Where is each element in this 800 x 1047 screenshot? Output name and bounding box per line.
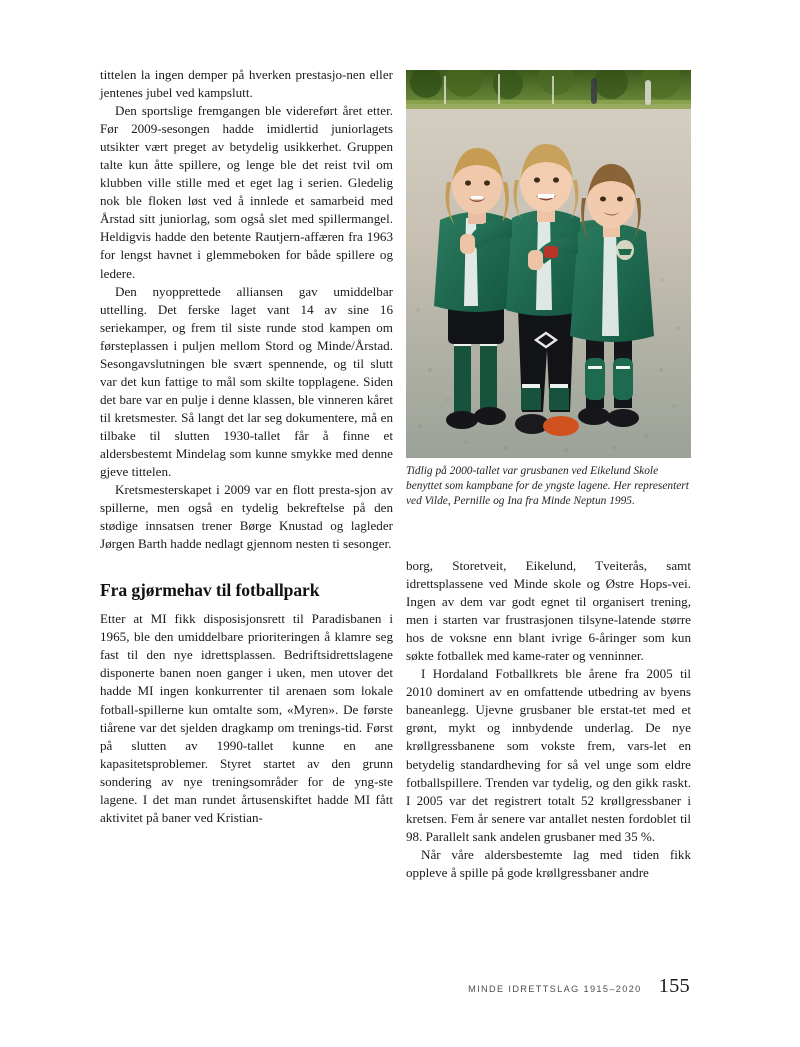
paragraph: borg, Storetveit, Eikelund, Tveiterås, samt idrettsplassene ved Minde skole og Østre Hops-vei. Ingen av dem var godt egnet til organisert trening, men i starten var frustrasjonen tilsyne-latende større hos de voksne enn blant ivrige 6-åringer som kun søkte fotballek med kame-rater og venninner. xyxy=(406,558,691,664)
footer-book-title: MINDE IDRETTSLAG 1915–2020 xyxy=(468,984,642,994)
photo-caption: Tidlig på 2000-tallet var grusbanen ved Eikelund Skole benyttet som kampbane for de yngste lagene. Her representert ved Vilde, Pernille og Ina fra Minde Neptun 1995. xyxy=(406,465,689,508)
left-text-column xyxy=(100,66,393,827)
photo-illustration xyxy=(406,70,691,458)
article-photo xyxy=(406,70,691,458)
paragraph: tittelen la ingen demper på hverken prestasjo-nen eller jentenes jubel ved kampslutt. xyxy=(100,67,393,101)
paragraph: Den sportslige fremgangen ble videreført året etter. Før 2009-sesongen hadde imidlertid juniorlagets utsikter vært preget av betydelig usikkerhet. Gruppen talte kun åtte spillere, og lenge ble det reist tvil om klubben ville stille med et eget lag i serien. Gledelig nok ble floken løst ved å innlede et samarbeid med Årstad sitt juniorlag, som også slet med spillermangel. Heldigvis hadde den betente Rautjern-affæren fra 1963 for lengst havnet i glemmeboken for både spillere og ledere. xyxy=(100,103,393,281)
spacer xyxy=(100,601,393,610)
spacer xyxy=(100,553,393,579)
footer-inner xyxy=(468,975,690,998)
photo-frame xyxy=(406,70,691,458)
page-footer xyxy=(0,958,800,998)
paragraph: Den nyopprettede alliansen gav umiddelbar uttelling. Det ferske laget vant 14 av sine 16 seriekamper, og frem til siste runde stod kampen om førsteplassen i puljen mellom Stord og Minde/Årstad. Sesongavslutningen ble svært spennende, og til slutt var det kun fattige to mål som skilte topplagene. Siden det bare var en pulje i denne klassen, ble vinneren kåret til kretsmester. Så langt det lar seg dokumentere, må en tilbake til slutten 1930-tallet får å finne et aldersbestemt Mindelag som kunne smykke med denne gjeve tittelen. xyxy=(100,283,393,480)
paragraph: Når våre aldersbestemte lag med tiden fikk oppleve å spille på gode krøllgressbaner andre xyxy=(406,846,691,880)
right-text-column xyxy=(406,557,691,882)
page-number: 155 xyxy=(658,975,690,997)
paragraph: Kretsmesterskapet i 2009 var en flott presta-sjon av spillerne, men også en tydelig bekreftelse på den stødige innsatsen trener Børge Knustad og lagleder Jørgen Barth hadde nedlagt gjennom nesten ti sesonger. xyxy=(100,482,393,552)
paragraph: Etter at MI fikk disposisjonsrett til Paradisbanen i 1965, ble den umiddelbare prioriteringen å klamre seg fast til den nye idrettsplassen. Bedriftsidrettslagene disponerte banen noen ganger i uken, men utover det hadde MI ingen konkurrenter til arenaen som lokale fotball-spillerne kun omtalte som, «Myren». De første tiårene var det sjelden dragkamp om trenings-tid. Først på slutten av 1990-tallet kunne en ane kapasitetsproblemer. Styret startet av den grunn sondering av nye treningsområder for de yng-ste lagene. I det man rundet årtusenskiftet hadde MI fått aktivitet på baner ved Kristian- xyxy=(100,611,393,825)
section-heading: Fra gjørmehav til fotballpark xyxy=(100,580,320,601)
paragraph: I Hordaland Fotballkrets ble årene fra 2005 til 2010 dominert av en omfattende utbedring av byens baneanlegg. Ujevne grusbaner ble erstat-tet med et grønt, mykt og innbydende underlag. De nye krøllgressbanene som vokste frem, vars-let en betydelig standardheving for så vel unge som eldre fotballspillere. Trenden var tydelig, og den gikk raskt. I 2005 var det registrert totalt 52 krøllgressbaner i kretsen. Fem år senere var antallet nesten fordoblet til 98. Parallelt sank andelen grusbaner med 35 %. xyxy=(406,666,691,844)
